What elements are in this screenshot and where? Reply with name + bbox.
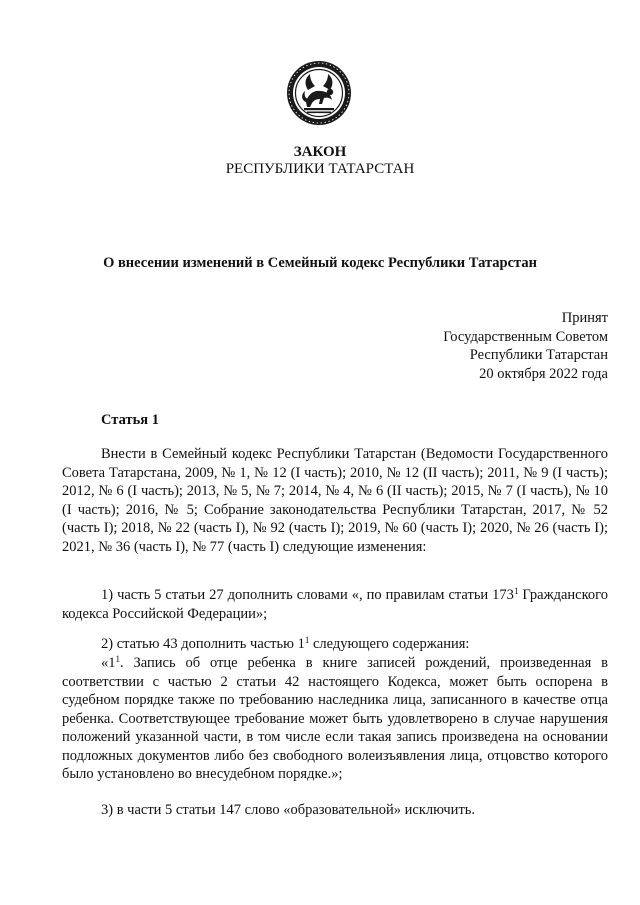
amendment-item-1: [62, 586, 608, 623]
adoption-block: [443, 309, 608, 383]
adoption-line: Государственным Советом: [443, 328, 608, 345]
adoption-line: Республики Татарстан: [469, 347, 608, 363]
amendment-item-2: [62, 635, 608, 654]
amendment-text: Гражданского кодекса Российской Федерации»;: [62, 587, 609, 622]
amendment-text: 2) статью 43 дополнить частью 1: [101, 636, 305, 652]
quote-text: «1: [101, 655, 116, 671]
emblem-graphic: [286, 60, 352, 126]
superscript: 1: [304, 635, 310, 645]
tatarstan-emblem-icon: [286, 60, 352, 126]
article-intro-paragraph: Внести в Семейный кодекс Республики Татарстан (Ведомости Государственного Совета Татарстана, 2009, № 1, № 12 (I часть); 2010, № 12 (II часть); 2011, № 9 (I часть); 2012, № 6 (I часть); 2013, № 5, № 7; 2014, № 4, № 6 (II часть); 2015, № 7 (I часть), № 10 (I часть); 2016, № 5; Собрание законодательства Республики Татарстан, 2017, № 52 (часть I); 2018, № 22 (часть I), № 92 (часть I); 2019, № 60 (часть I); 2020, № 26 (часть I); 2021, № 36 (часть I), № 77 (часть I) следующие изменения:: [62, 446, 608, 555]
amendment-text: следующего содержания:: [309, 636, 470, 652]
superscript: 1: [115, 654, 120, 664]
law-title: ЗАКОН: [293, 144, 347, 160]
superscript: 1: [513, 586, 519, 596]
adoption-date: 20 октября 2022 года: [479, 365, 608, 382]
quote-text: . Запись об отце ребенка в книге записей рождений, произведенная в соответствии с частью 2 статьи 42 настоящего Кодекса, может быть оспорена в судебном порядке также по требованию наследника лица, записанного в качестве отца ребенка. Соответствующее требование может быть удовлетворено в случае нарушения положений указанной части, в том числе если такая запись произведена на основании подложных документов либо без свободного волеизъявления лица, отцовство которого было установлено во внесудебном порядке.»;: [62, 655, 608, 782]
adoption-line: Принят: [561, 310, 608, 326]
law-subject-title: О внесении изменений в Семейный кодекс Республики Татарстан: [103, 255, 537, 271]
amendment-text: 1) часть 5 статьи 27 дополнить словами «, по правилам статьи 173: [101, 587, 514, 603]
law-subtitle: РЕСПУБЛИКИ ТАТАРСТАН: [225, 161, 415, 177]
amendment-item-3: 3) в части 5 статьи 147 слово «образовательной» исключить.: [101, 802, 476, 818]
amendment-quote: [62, 654, 608, 784]
article-heading: Статья 1: [101, 412, 159, 428]
